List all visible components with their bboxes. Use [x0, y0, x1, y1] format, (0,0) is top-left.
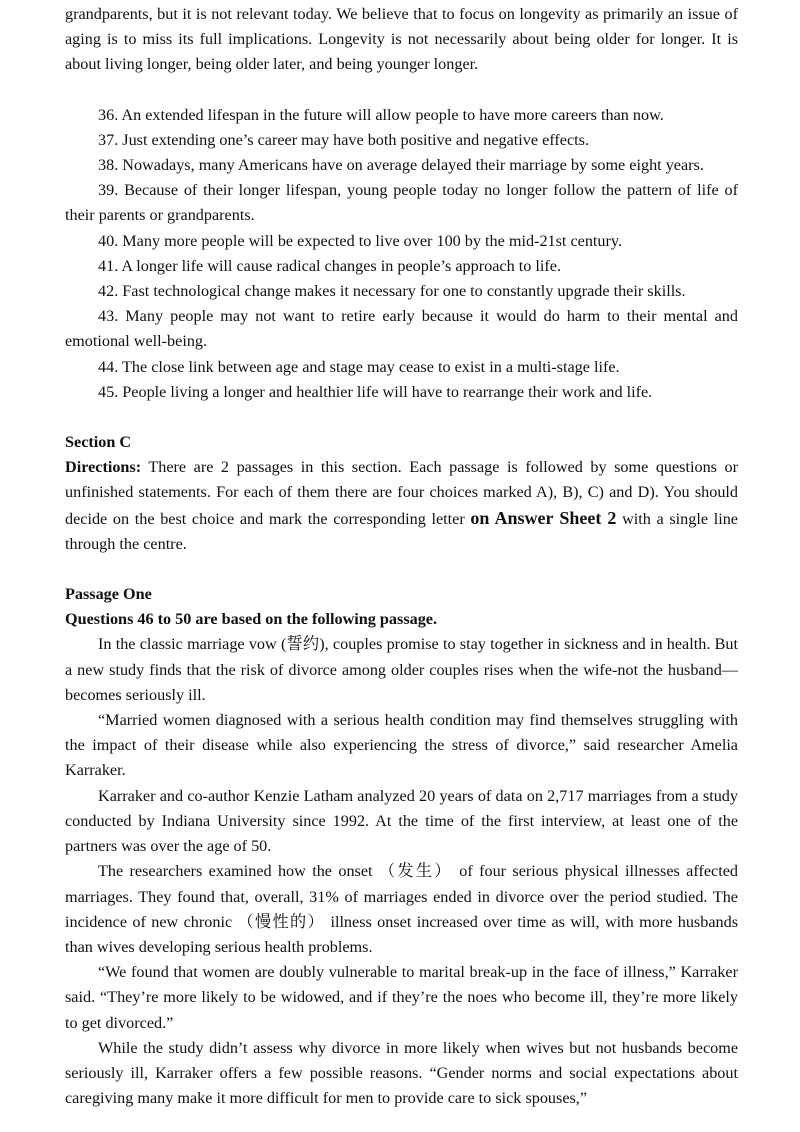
- statement-list: [65, 103, 738, 405]
- statement-40: 40. Many more people will be expected to live over 100 by the mid-21st century.: [98, 231, 623, 250]
- directions-text: There are 2 passages in this section. Each passage is followed by some questions or unfinished statements. For each of them there are four choices marked A), B), C) and D). You should decide on the best choice and mark the corresponding letter: [65, 458, 738, 528]
- statement-39: 39. Because of their longer lifespan, young people today no longer follow the pattern of life of their parents or grandparents.: [65, 181, 738, 225]
- directions-end: with a single line through the centre.: [65, 509, 738, 553]
- statement-45: 45. People living a longer and healthier life will have to rearrange their work and life.: [98, 382, 653, 401]
- answer-sheet-ref: on Answer Sheet 2: [470, 507, 617, 528]
- statement-44: 44. The close link between age and stage may cease to exist in a multi-stage life.: [98, 357, 620, 376]
- passage-paragraph: The researchers examined how the onset （发生） of four serious physical illnesses affected marriages. They found that, overall, 31% of marriages ended in divorce over the period studied. The incidence of new chronic （慢性的） illness onset increased over time as will, with more husbands than wives developing serious health problems.: [65, 862, 738, 956]
- passage-body: [65, 632, 738, 1111]
- statement-41: 41. A longer life will cause radical changes in people’s approach to life.: [98, 256, 561, 275]
- questions-note: Questions 46 to 50 are based on the following passage.: [65, 610, 438, 629]
- spacer: [65, 78, 738, 103]
- statement-43: 43. Many people may not want to retire early because it would do harm to their mental and emotional well-being.: [65, 307, 738, 351]
- section-heading: Section C: [65, 433, 132, 452]
- passage-paragraph: Karraker and co-author Kenzie Latham analyzed 20 years of data on 2,717 marriages from a study conducted by Indiana University since 1992. At the time of the first interview, at least one of the partners was over the age of 50.: [65, 786, 738, 856]
- passage-paragraph: In the classic marriage vow (誓约), couples promise to stay together in sickness and in health. But a new study finds that the risk of divorce among older couples rises when the wife-not the husband—becomes seriously ill.: [65, 635, 738, 704]
- statement-42: 42. Fast technological change makes it necessary for one to constantly upgrade their skills.: [98, 282, 686, 301]
- statement-37: 37. Just extending one’s career may have both positive and negative effects.: [98, 130, 590, 149]
- passage-paragraph: “Married women diagnosed with a serious health condition may find themselves struggling with the impact of their disease while also experiencing the stress of divorce,” said researcher Amelia Karraker.: [65, 711, 738, 780]
- statement-38: 38. Nowadays, many Americans have on average delayed their marriage by some eight years.: [98, 156, 704, 175]
- directions-label: Directions:: [65, 458, 142, 477]
- statement-36: 36. An extended lifespan in the future will allow people to have more careers than now.: [98, 105, 664, 124]
- passage-title: Passage One: [65, 585, 152, 604]
- spacer: [65, 405, 738, 430]
- directions-paragraph: [65, 455, 738, 557]
- passage-paragraph: While the study didn’t assess why divorce in more likely when wives but not husbands become seriously ill, Karraker offers a few possible reasons. “Gender norms and social expectations about caregiving many make it more difficult for men to provide care to sick spouses,”: [65, 1038, 738, 1108]
- spacer: [65, 557, 738, 582]
- intro-paragraph-end: grandparents, but it is not relevant today. We believe that to focus on longevity as primarily an issue of aging is to miss its full implications. Longevity is not necessarily about being older for longer. It is about living longer, being older later, and being younger longer.: [65, 5, 738, 74]
- passage-paragraph: “We found that women are doubly vulnerable to marital break-up in the face of illness,” Karraker said. “They’re more likely to be widowed, and if they’re the noes who become ill, they’re more likely to get divorced.”: [65, 963, 738, 1032]
